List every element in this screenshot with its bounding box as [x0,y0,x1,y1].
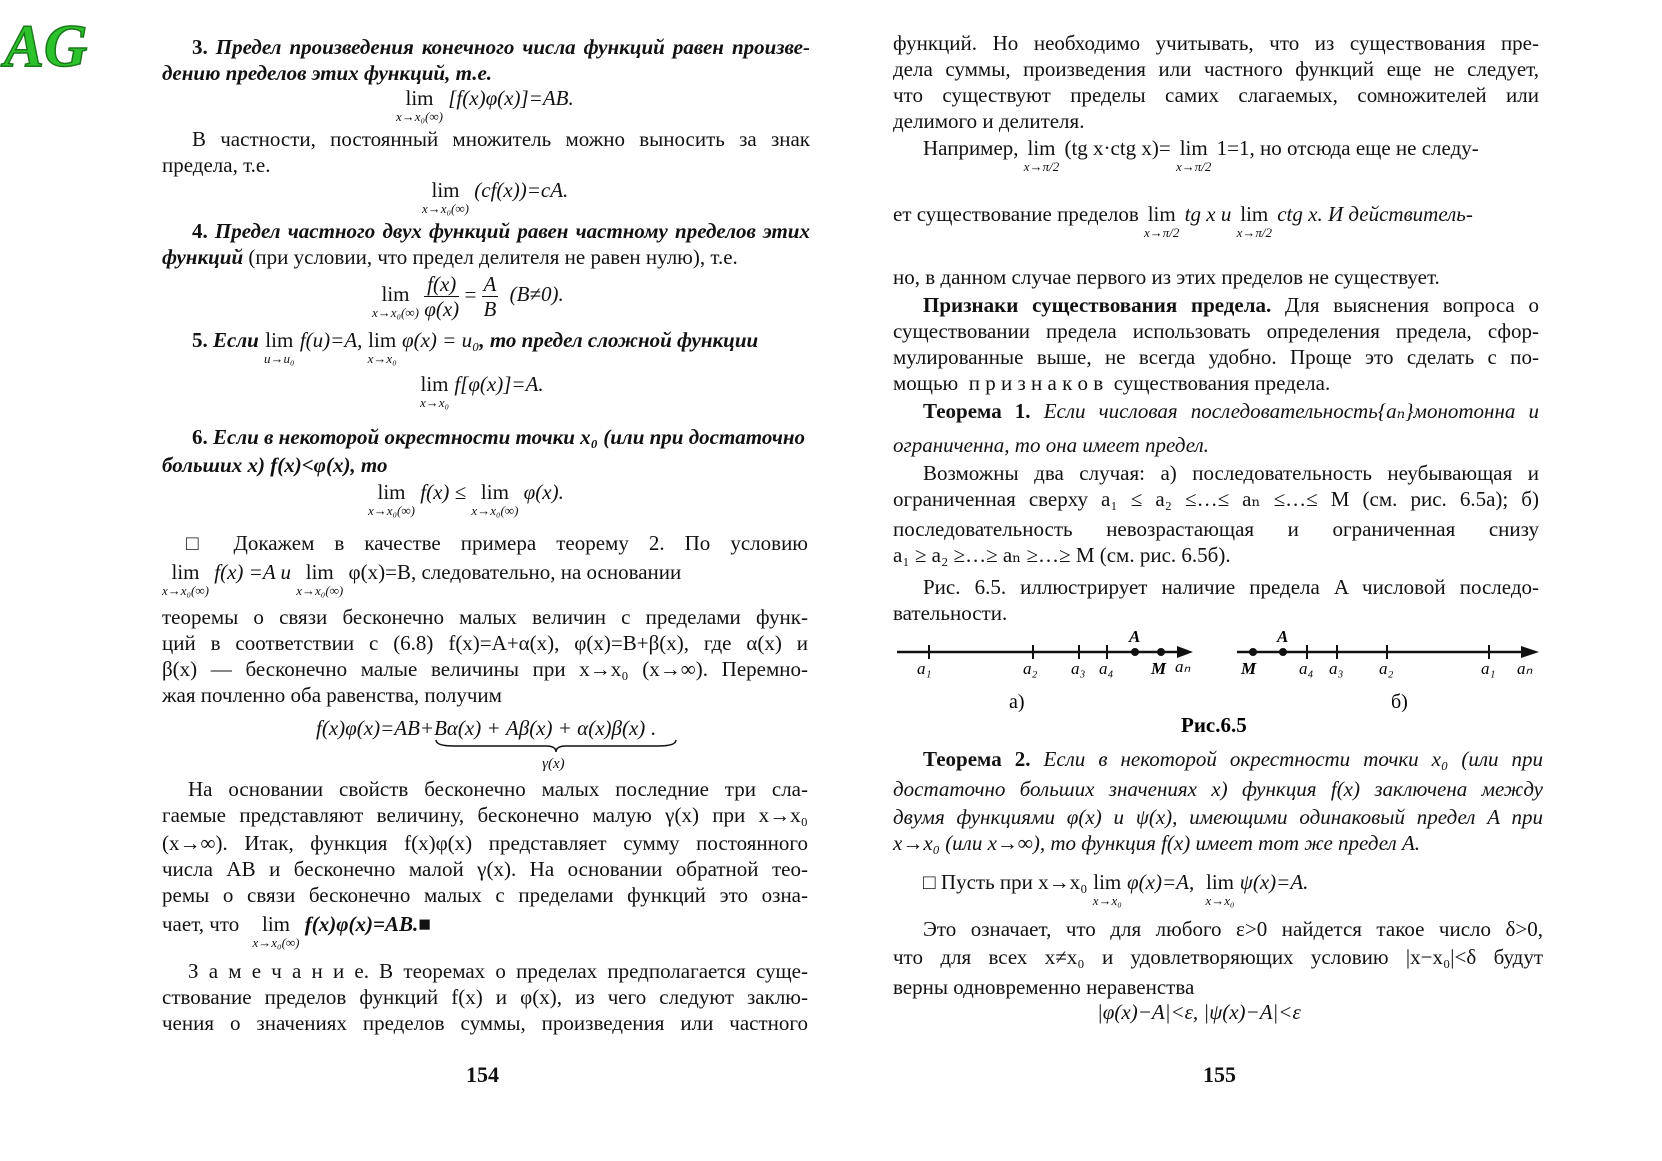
proof-line2: lim x→x₀(∞) f(x) =A и lim x→x₀(∞) φ(x)=B, следовательно, на основании [162,560,682,598]
fig-b-caption: б) [1391,691,1408,713]
formula-quotient: lim x→x₀(∞) $\frac{f(x)}{\varphi(x)}$ = $\frac{A}{B}$ (B≠0). [372,272,564,321]
item3-text: Предел произведения конечного числа функций равен произве- [215,35,810,59]
figure-6-5 [891,628,1551,740]
means-line3: верны одновременно неравенства [893,975,1195,999]
fig-b-label-A: A [1277,627,1289,646]
item4-line2: функций (при условии, что предел делителя не равен нулю), т.е. [162,245,738,269]
theorem2-line3: двумя функциями φ(x) и ψ(x), имеющими одинаковый предел A при [893,805,1543,829]
basis-line5: ремы о связи бесконечно малых с пределами функций это озна- [162,883,808,907]
basis-line6: чает, что lim x→x₀(∞) f(x)φ(x)=AB.■ [162,912,431,950]
formula-product: lim x→x₀(∞) [f(x)φ(x)]=AB. [396,86,574,124]
proof-line6: жая почленно оба равенства, получим [162,683,502,707]
let-line: □ Пусть при x→x₀ lim x→x₀ φ(x)=A, lim x→x₀ ψ(x)=A. [923,870,1309,908]
proof-line4: ций в соответствии с (6.8) f(x)=A+α(x), φ(x)=B+β(x), где α(x) и [162,631,808,655]
formula-composite: lim x→x₀ f[φ(x)]=A. [420,372,544,410]
basis-line3: (x→∞). Итак, функция f(x)φ(x) представляет сумму постоянного [162,831,808,855]
fig-a-label-an: aₙ [1175,657,1191,676]
item6-line2: больших x) f(x)<φ(x), то [162,453,388,477]
formula-inequality: lim x→x₀(∞) f(x) ≤ lim x→x₀(∞) φ(x). [368,480,564,518]
brace-label: γ(x) [542,756,565,772]
signs-line4: мощью п р и з н а к о в существования предела. [893,371,1331,395]
particular-line2: предела, т.е. [162,153,271,177]
logo-text: AG [4,13,88,79]
remark-line1: З а м е ч а н и е. В теоремах о пределах предполагается суще- [188,959,808,983]
fig-a-label-a3: a₃ [1071,659,1086,678]
cases-line2: ограниченная сверху a₁ ≤ a₂ ≤…≤ aₙ ≤…≤ M (см. рис. 6.5а); б) [893,487,1539,511]
formula-product-expand: f(x)φ(x)=AB+Bα(x) + Aβ(x) + α(x)β(x) γ(x) . [316,716,656,740]
page-number-right: 155 [1203,1062,1236,1087]
theorem2-line1: Теорема 2. Если в некоторой окрестности точки x₀ (или при [923,747,1543,771]
fig-b-label-a3: a₃ [1329,659,1344,678]
means-line1: Это означает, что для любого ε>0 найдется такое число δ>0, [923,917,1543,941]
fig-b-label-a1: a₁ [1481,659,1496,678]
cases-line3: последовательность невозрастающая и ограниченная снизу [893,517,1539,541]
top-line1: функций. Но необходимо учитывать, что из существования пре- [893,31,1539,55]
fig-a-caption: а) [1009,691,1025,713]
example-line2: ет существование пределов lim x→π/2 tg x и lim x→π/2 ctg x. И действитель- [893,202,1473,240]
fig-b-label-an: aₙ [1517,659,1533,678]
formula-inequalities: |φ(x)−A|<ε, |ψ(x)−A|<ε [1097,1000,1301,1024]
item3-line1: 3. Предел произведения конечного числа функций равен произве- [192,35,810,59]
fig-a-label-a2: a₂ [1023,659,1038,678]
fig-b-label-a4: a₄ [1299,659,1314,678]
item5-line: 5. Если lim u→u₀ f(u)=A, lim x→x₀ φ(x) = u₀, то предел сложной функции [192,328,759,366]
page-number-left: 154 [466,1062,499,1087]
signs-line3: мулированные выше, не всегда удобно. Проще это сделать с по- [893,345,1539,369]
cases-line1: Возможны два случая: а) последовательность неубывающая и [923,461,1539,485]
figure-caption: Рис.6.5 [1181,713,1247,737]
underbraced-sum: Bα(x) + Aβ(x) + α(x)β(x) γ(x) [434,716,650,740]
signs-line1: Признаки существования предела. Для выяснения вопроса о [923,293,1539,317]
item3-line2: дению пределов этих функций, т.е. [162,61,493,85]
fig-b-label-a2: a₂ [1379,659,1394,678]
top-line4: делимого и делителя. [893,109,1085,133]
fig-a-label-a1: a₁ [917,659,932,678]
theorem2-line4: x→x₀ (или x→∞), то функция f(x) имеет тот же предел A. [893,831,1421,855]
fig-a-label-A: A [1129,627,1141,646]
theorem1-line1: Теорема 1. Если числовая последовательность{aₙ}монотонна и [923,399,1539,423]
formula-const: lim x→x₀(∞) (cf(x))=cA. [422,178,569,216]
fig-a-label-a4: a₄ [1099,659,1114,678]
signs-line2: существовании предела использовать определения предела, сфор- [893,319,1539,343]
fig-intro-line1: Рис. 6.5. иллюстрирует наличие предела A числовой последо- [923,575,1539,599]
remark-line2: ствование пределов функций f(x) и φ(x), из чего следуют заклю- [162,985,808,1009]
fig-intro-line2: вательности. [893,601,1008,625]
theorem1-line2: ограниченна, то она имеет предел. [893,433,1209,457]
top-line2: дела суммы, произведения или частного функций еще не следует, [893,57,1539,81]
figure-a-axis [897,645,1193,659]
cases-line4: a₁ ≥ a₂ ≥…≥ aₙ ≥…≥ M (см. рис. 6.5б). [893,543,1231,567]
means-line2: что для всех x≠x₀ и удовлетворяющих условию |x−x₀|<δ будут [893,945,1543,969]
basis-line1: На основании свойств бесконечно малых последние три сла- [188,777,808,801]
fig-a-label-M: M [1151,659,1167,678]
top-line3: что существуют пределы самих слагаемых, сомножителей или [893,83,1539,107]
item6-line1: 6. Если в некоторой окрестности точки x₀ (или при достаточно [192,425,805,449]
proof-line3: теоремы о связи бесконечно малых величин с пределами функ- [162,605,808,629]
fig-b-label-M: M [1241,659,1257,678]
example-line3: но, в данном случае первого из этих пределов не существует. [893,265,1440,289]
remark-line3: чения о значениях пределов суммы, произведения или частного [162,1011,808,1035]
basis-line4: числа AB и бесконечно малой γ(x). На основании обратной тео- [162,857,808,881]
particular-line1: В частности, постоянный множитель можно выносить за знак [192,127,810,151]
proof-line5: β(x) — бесконечно малые величины при x→x₀ (x→∞). Перемно- [162,657,808,681]
figure-b-axis [1237,645,1539,659]
proof-line1: □ Докажем в качестве примера теорему 2. По условию [186,531,808,555]
right-page [831,0,1662,1161]
theorem2-line2: достаточно больших значениях x) функция f(x) заключена между [893,777,1543,801]
item4-line1: 4. Предел частного двух функций равен частному пределов этих [192,219,810,243]
example-line1: Например, lim x→π/2 (tg x·ctg x)= lim x→π/2 1=1, но отсюда еще не следу- [923,136,1479,174]
basis-line2: гаемые представляют величину, бесконечно малую γ(x) при x→x₀ [162,803,808,827]
